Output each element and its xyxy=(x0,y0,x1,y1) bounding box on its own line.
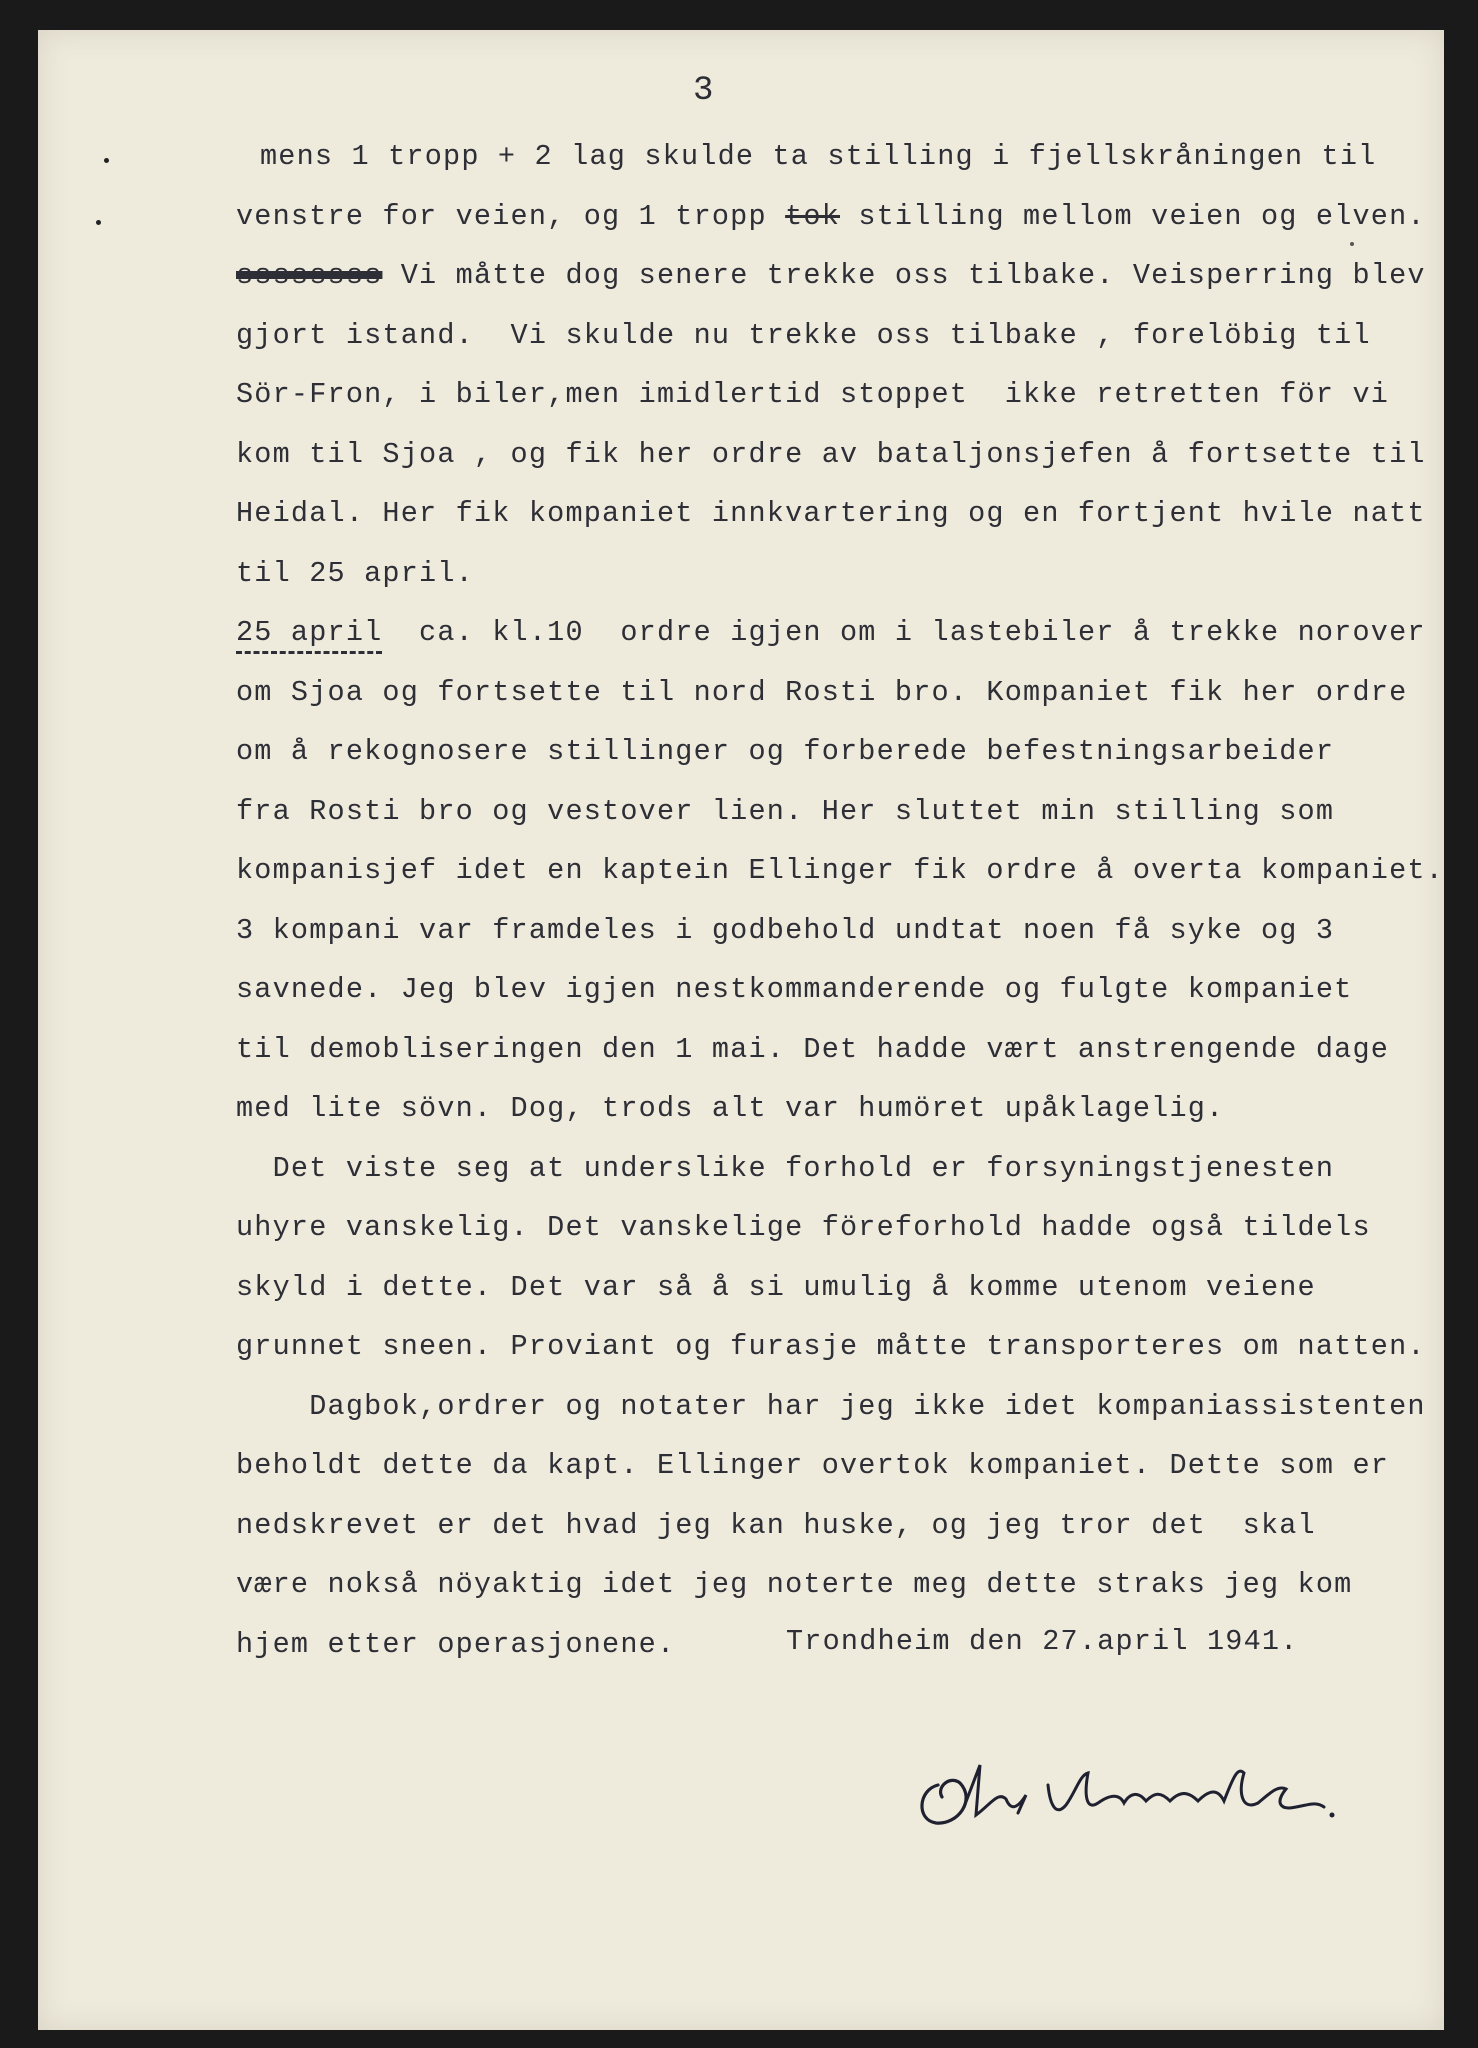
crossed-out-text: ssssssss xyxy=(236,259,383,292)
text-line xyxy=(236,973,1352,1006)
text-line xyxy=(236,1628,675,1661)
line-text: venstre for veien, og 1 tropp xyxy=(236,199,786,233)
text-line xyxy=(236,1092,1224,1125)
ink-speck xyxy=(1350,242,1354,246)
line-text: til demobliseringen den 1 mai. Det hadde vært anstrengende dage xyxy=(236,1032,1390,1066)
text-line xyxy=(236,200,1426,233)
text-line xyxy=(236,1509,1316,1542)
line-text: skyld i dette. Det var så å si umulig å komme utenom veiene xyxy=(236,1270,1316,1304)
line-text: 3 kompani var framdeles i godbehold undtat noen få syke og 3 xyxy=(236,913,1335,947)
line-text: om å rekognosere stillinger og forberede befestningsarbeider xyxy=(236,735,1335,768)
text-line xyxy=(236,259,1426,292)
text-line xyxy=(236,1449,1389,1482)
line-text: gjort istand. Vi skulde nu trekke oss tilbake , forelöbig til xyxy=(236,318,1371,352)
document-page xyxy=(38,30,1444,2030)
binder-mark xyxy=(96,220,101,225)
line-text: stilling mellom veien og elven. xyxy=(840,199,1426,233)
text-line xyxy=(236,438,1426,471)
line-text: Heidal. Her fik kompaniet innkvartering og en fortjent hvile natt xyxy=(236,497,1426,530)
text-line xyxy=(236,319,1371,352)
text-line xyxy=(236,1271,1316,1304)
text-line xyxy=(236,557,474,590)
line-text: Dagbok,ordrer og notater har jeg ikke idet kompaniassistenten xyxy=(236,1389,1426,1423)
text-line xyxy=(236,676,1407,709)
text-line xyxy=(236,795,1334,828)
line-text: om Sjoa og fortsette til nord Rosti bro. Kompaniet fik her ordre xyxy=(236,675,1408,709)
line-text: savnede. Jeg blev igjen nestkommanderende og fulgte kompaniet xyxy=(236,973,1353,1006)
text-line xyxy=(236,854,1444,887)
line-text: kompanisjef idet en kaptein Ellinger fik ordre å overta kompaniet. xyxy=(236,854,1444,887)
line-text: beholdt dette da kapt. Ellinger overtok kompaniet. Dette som er xyxy=(236,1449,1390,1482)
closing-place-date: Trondheim den 27.april 1941. xyxy=(786,1625,1299,1658)
line-text: Sör-Fron, i biler,men imidlertid stoppet ikke retretten för vi xyxy=(236,378,1390,411)
text-line xyxy=(236,1330,1426,1363)
text-line xyxy=(236,1211,1371,1244)
handwritten-signature xyxy=(898,1745,1338,1840)
line-text: uhyre vanskelig. Det vanskelige föreforhold hadde også tildels xyxy=(236,1211,1371,1244)
line-text: nedskrevet er det hvad jeg kan huske, og jeg tror det skal xyxy=(236,1508,1316,1542)
text-line xyxy=(236,378,1389,411)
date-heading: 25 april xyxy=(236,616,382,654)
text-line xyxy=(236,1033,1389,1066)
page-number: 3 xyxy=(693,72,714,110)
line-text: til 25 april. xyxy=(236,556,474,590)
line-text: ca. kl.10 ordre igjen om i lastebiler å trekke norover xyxy=(382,616,1426,649)
line-text: Det viste seg at underslike forhold er forsyningstjenesten xyxy=(236,1151,1335,1185)
binder-mark xyxy=(104,158,109,163)
line-text: med lite sövn. Dog, trods alt var humöret upåklagelig. xyxy=(236,1092,1225,1125)
text-line xyxy=(260,140,1376,173)
line-text: hjem etter operasjonene. xyxy=(236,1627,676,1661)
text-line xyxy=(236,616,1426,649)
struck-word: tok xyxy=(785,199,841,233)
line-text: kom til Sjoa , og fik her ordre av bataljonsjefen å fortsette til xyxy=(236,437,1426,471)
line-text: grunnet sneen. Proviant og furasje måtte transporteres om natten. xyxy=(236,1330,1426,1363)
text-line xyxy=(236,735,1334,768)
line-text: mens 1 tropp + 2 lag skulde ta stilling i fjellskråningen til xyxy=(260,140,1377,173)
line-text: være nokså nöyaktig idet jeg noterte meg dette straks jeg kom xyxy=(236,1568,1353,1601)
text-line xyxy=(236,497,1426,530)
text-line xyxy=(236,914,1334,947)
line-text: fra Rosti bro og vestover lien. Her sluttet min stilling som xyxy=(236,794,1335,828)
text-line xyxy=(236,1568,1352,1601)
text-line xyxy=(236,1390,1426,1423)
line-text: Vi måtte dog senere trekke oss tilbake. Veisperring blev xyxy=(382,259,1426,292)
text-line xyxy=(236,1152,1334,1185)
